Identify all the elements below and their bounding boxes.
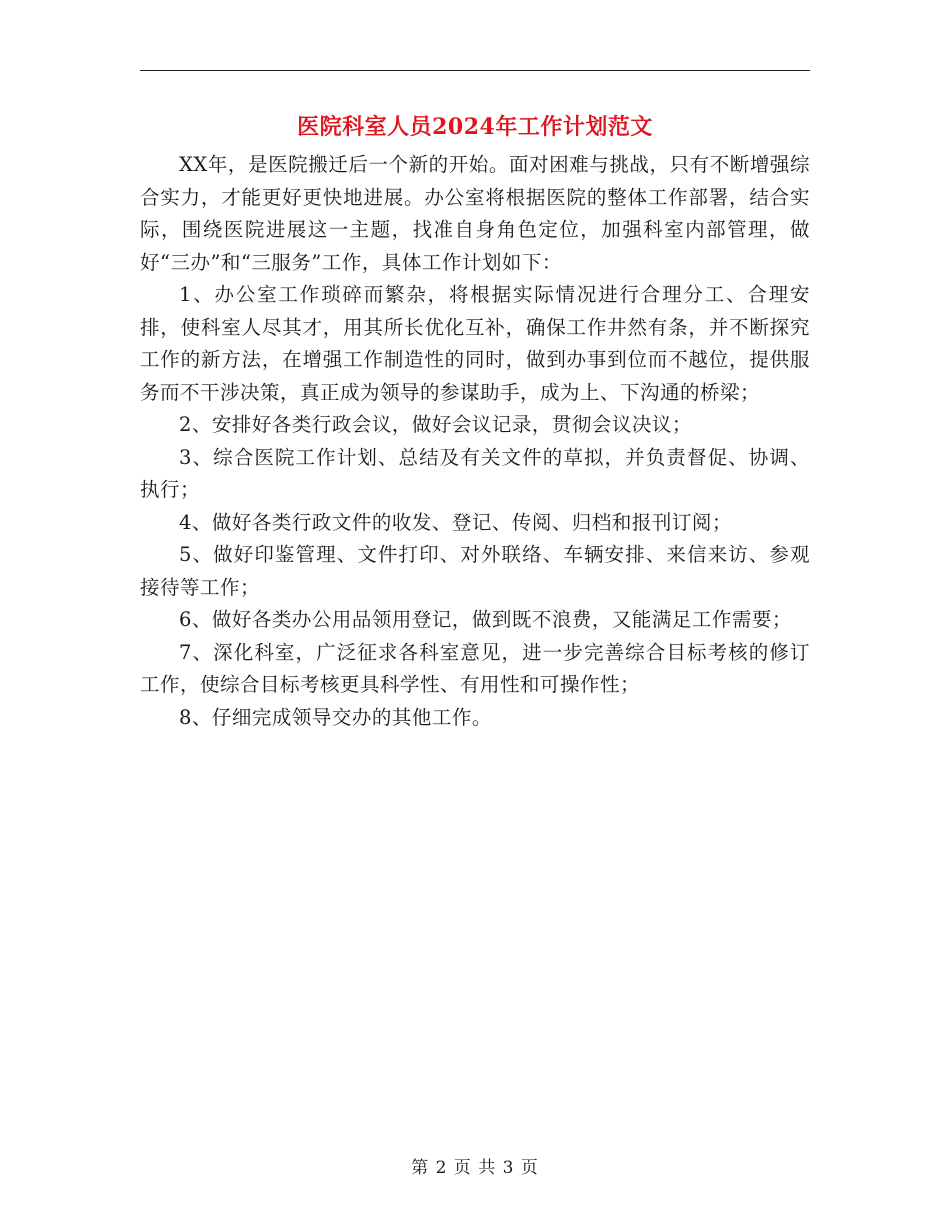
plan-item-5: 5、做好印鉴管理、文件打印、对外联络、车辆安排、来信来访、参观接待等工作； — [140, 543, 810, 599]
plan-item-7: 7、深化科室，广泛征求各科室意见，进一步完善综合目标考核的修订工作，使综合目标考核更具科学性、有用性和可操作性； — [140, 640, 810, 696]
plan-item-6: 6、做好各类办公用品领用登记，做到既不浪费，又能满足工作需要； — [179, 608, 792, 631]
intro-paragraph: XX年，是医院搬迁后一个新的开始。面对困难与挑战，只有不断增强综合实力，才能更好更快地进展。办公室将根据医院的整体工作部署，结合实际，围绕医院进展这一主题，找准自身角色定位，加强科室内部管理，做好“三办”和“三服务”工作，具体工作计划如下： — [140, 153, 810, 274]
plan-item-2: 2、安排好各类行政会议，做好会议记录，贯彻会议决议； — [179, 413, 692, 436]
plan-item-8: 8、仔细完成领导交办的其他工作。 — [179, 705, 492, 729]
plan-item-3: 3、综合医院工作计划、总结及有关文件的草拟，并负责督促、协调、执行； — [140, 445, 810, 501]
plan-item-4: 4、做好各类行政文件的收发、登记、传阅、归档和报刊订阅； — [179, 510, 732, 534]
page-number: 第 2 页 共 3 页 — [411, 1158, 539, 1178]
document-body — [140, 149, 810, 734]
header-rule — [140, 70, 810, 71]
plan-item-1: 1、办公室工作琐碎而繁杂，将根据实际情况进行合理分工、合理安排，使科室人尽其才，用其所长优化互补，确保工作井然有条，并不断探究工作的新方法，在增强工作制造性的同时，做到办事到位而不越位，提供服务而不干涉决策，真正成为领导的参谋助手，成为上、下沟通的桥梁； — [140, 283, 810, 404]
document-title: 医院科室人员2024年工作计划范文 — [297, 114, 653, 140]
